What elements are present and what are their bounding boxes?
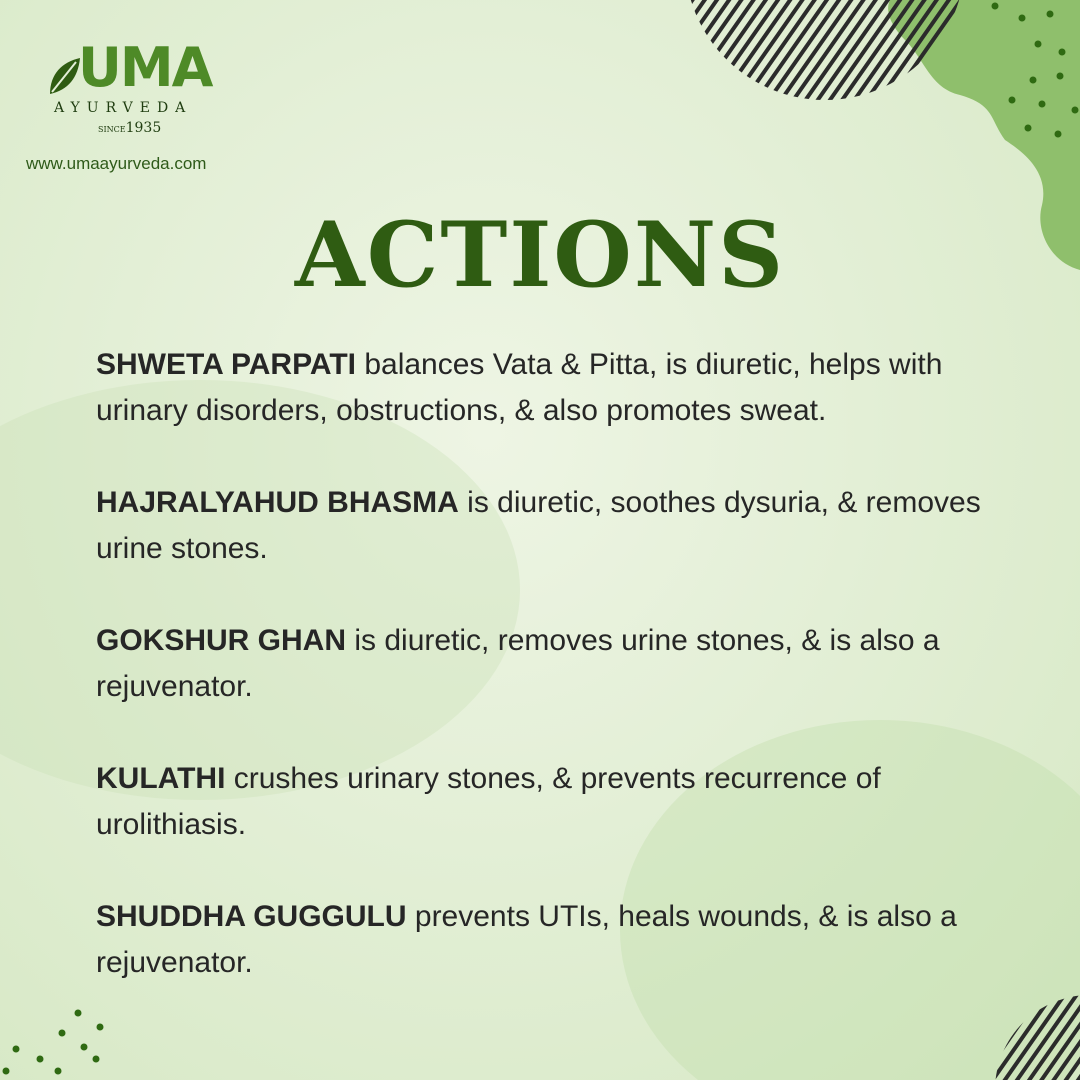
logo-since — [98, 120, 161, 136]
leaf-icon — [48, 56, 82, 96]
ingredient-description: is diuretic, soothes dysuria, & removes urine stones. — [96, 486, 981, 565]
ingredient-description: balances Vata & Pitta, is diuretic, helps with urinary disorders, obstructions, & also promotes sweat. — [96, 348, 943, 427]
actions-list — [96, 342, 1026, 1032]
ingredient-description: prevents UTIs, heals wounds, & is also a rejuvenator. — [96, 900, 957, 979]
uma-ayurveda-logo — [48, 38, 213, 138]
page-title: ACTIONS — [294, 202, 786, 308]
ingredient-name: GOKSHUR GHAN — [96, 624, 347, 657]
since-label: SINCE — [98, 125, 126, 134]
logo-subtitle: AYURVEDA — [54, 100, 193, 116]
website-url: www.umaayurveda.com — [26, 154, 207, 173]
ingredient-name: SHUDDHA GUGGULU — [96, 900, 407, 933]
list-item — [96, 480, 1026, 572]
since-year: 1935 — [125, 120, 162, 136]
list-item — [96, 342, 1026, 434]
list-item — [96, 618, 1026, 710]
ingredient-description: is diuretic, removes urine stones, & is also a rejuvenator. — [96, 624, 940, 703]
ingredient-name: KULATHI — [96, 762, 226, 795]
logo-wordmark: UMA — [78, 36, 212, 99]
ingredient-name: HAJRALYAHUD BHASMA — [96, 486, 459, 519]
ingredient-name: SHWETA PARPATI — [96, 348, 356, 381]
ingredient-description: crushes urinary stones, & prevents recurrence of urolithiasis. — [96, 762, 881, 841]
list-item — [96, 894, 1026, 986]
list-item — [96, 756, 1026, 848]
